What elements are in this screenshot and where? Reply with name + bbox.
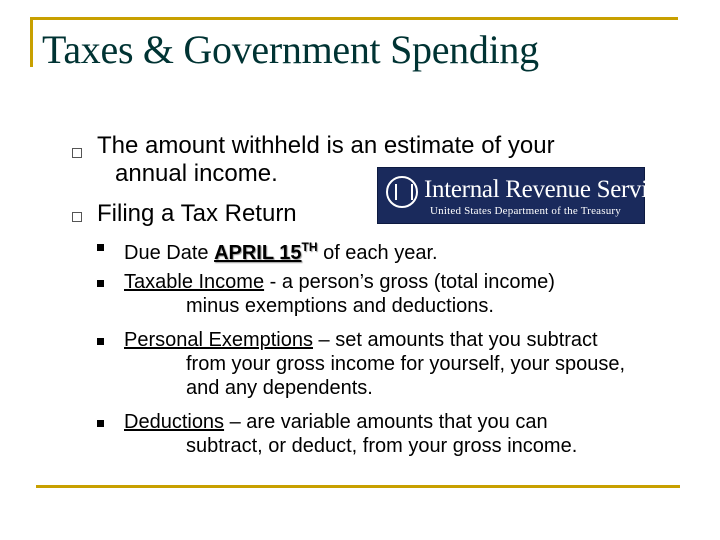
sub-bullet-line2: from your gross income for yourself, your spouse, <box>186 353 626 375</box>
sub-bullet-line2: subtract, or deduct, from your gross income. <box>186 435 578 457</box>
due-date-prefix: Due Date <box>124 242 215 264</box>
sub-bullet-line1 <box>124 328 625 352</box>
sub-bullet-line2: minus exemptions and deductions. <box>186 295 494 317</box>
hollow-square-bullet-icon <box>72 212 82 222</box>
sub-bullet-personal-exemptions <box>124 328 625 400</box>
term-taxable-income: Taxable Income <box>124 271 265 293</box>
frame-top-line <box>30 17 678 20</box>
term-deductions: Deductions <box>124 411 225 433</box>
sub-bullet-deductions <box>124 410 577 458</box>
slide-title: Taxes & Government Spending <box>42 27 539 72</box>
due-date-superscript: TH <box>301 240 318 254</box>
bullet-text-line1: The amount withheld is an estimate of your <box>97 132 555 159</box>
bullet-filing <box>97 200 297 228</box>
irs-logo <box>377 167 670 224</box>
hollow-square-bullet-icon <box>72 148 82 158</box>
sub-bullet-line1 <box>124 270 555 294</box>
frame-left-line <box>30 17 33 67</box>
sub-bullet-line1 <box>124 410 577 434</box>
sub-bullet-due-date <box>124 235 438 265</box>
sub-bullet-taxable-income <box>124 270 555 318</box>
bullet-text-line1: Filing a Tax Return <box>97 200 297 227</box>
filled-square-bullet-icon <box>97 338 104 345</box>
sub-bullet-line3: and any dependents. <box>186 377 373 399</box>
filled-square-bullet-icon <box>97 420 104 427</box>
filled-square-bullet-icon <box>97 244 104 251</box>
definition-deductions: – are variable amounts that you can <box>224 411 548 433</box>
sub-bullet-line1 <box>124 235 438 265</box>
irs-eagle-icon <box>386 176 418 208</box>
due-date-emphasis: APRIL 15 <box>214 242 302 264</box>
bullet-text-line2: annual income. <box>115 160 278 187</box>
due-date-suffix: of each year. <box>317 242 438 264</box>
definition-taxable-income: - a person’s gross (total income) <box>264 271 555 293</box>
filled-square-bullet-icon <box>97 280 104 287</box>
irs-logo-name: Internal Revenue Service <box>424 176 670 203</box>
irs-logo-subtitle: United States Department of the Treasury <box>430 205 621 217</box>
term-personal-exemptions: Personal Exemptions <box>124 329 313 351</box>
definition-personal-exemptions: – set amounts that you subtract <box>312 329 598 351</box>
frame-bottom-line <box>36 485 680 488</box>
